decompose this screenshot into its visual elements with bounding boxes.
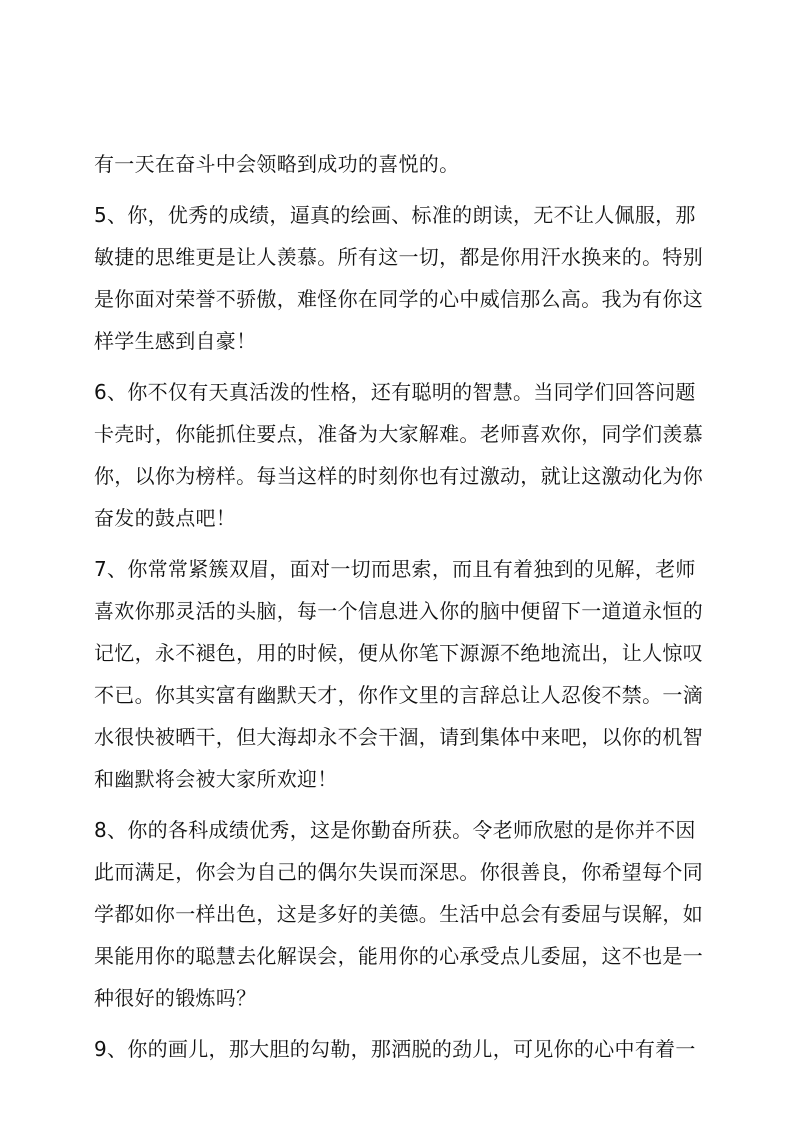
text-line: 有一天在奋斗中会领略到成功的喜悦的。 xyxy=(94,152,460,176)
text-line: 敏捷的思维更是让人羡慕。所有这一切，都是你用汗水换来的。特别 xyxy=(94,245,703,269)
paragraph-comment-7 xyxy=(94,548,734,800)
text-line: 此而满足，你会为自己的偶尔失误而深思。你很善良，你希望每个同 xyxy=(94,860,703,884)
text-line: 6、你不仅有天真活泼的性格，还有聪明的智慧。当同学们回答问题 xyxy=(94,380,696,404)
paragraph-comment-8 xyxy=(94,809,734,1019)
paragraph-comment-6 xyxy=(94,371,734,539)
text-line: 卡壳时，你能抓住要点，准备为大家解难。老师喜欢你，同学们羡慕 xyxy=(94,422,703,446)
text-line: 果能用你的聪慧去化解误会，能用你的心承受点儿委屈，这不也是一 xyxy=(94,944,703,968)
document-body xyxy=(94,143,734,1079)
text-line: 样学生感到自豪！ xyxy=(94,329,257,353)
text-line: 是你面对荣誉不骄傲，难怪你在同学的心中威信那么高。我为有你这 xyxy=(94,287,703,311)
text-line: 水很快被晒干，但大海却永不会干涸，请到集体中来吧，以你的机智 xyxy=(94,725,703,749)
text-line: 9、你的画儿，那大胆的勾勒，那洒脱的劲儿，可见你的心中有着一 xyxy=(94,1037,696,1061)
text-line: 学都如你一样出色，这是多好的美德。生活中总会有委屈与误解，如 xyxy=(94,902,703,926)
text-line: 7、你常常紧簇双眉，面对一切而思索，而且有着独到的见解，老师 xyxy=(94,557,696,581)
text-line: 奋发的鼓点吧！ xyxy=(94,506,237,530)
paragraph-continuation xyxy=(94,143,734,185)
text-line: 记忆，永不褪色，用的时候，便从你笔下源源不绝地流出，让人惊叹 xyxy=(94,641,703,665)
text-line: 8、你的各科成绩优秀，这是你勤奋所获。令老师欣慰的是你并不因 xyxy=(94,818,696,842)
text-line: 5、你，优秀的成绩，逼真的绘画、标准的朗读，无不让人佩服，那 xyxy=(94,203,696,227)
text-line: 种很好的锻炼吗？ xyxy=(94,986,257,1010)
paragraph-comment-5 xyxy=(94,194,734,362)
text-line: 和幽默将会被大家所欢迎！ xyxy=(94,767,338,791)
text-line: 你，以你为榜样。每当这样的时刻你也有过激动，就让这激动化为你 xyxy=(94,464,703,488)
text-line: 喜欢你那灵活的头脑，每一个信息进入你的脑中便留下一道道永恒的 xyxy=(94,599,703,623)
text-line: 不已。你其实富有幽默天才，你作文里的言辞总让人忍俊不禁。一滴 xyxy=(94,683,703,707)
paragraph-comment-9 xyxy=(94,1028,734,1070)
